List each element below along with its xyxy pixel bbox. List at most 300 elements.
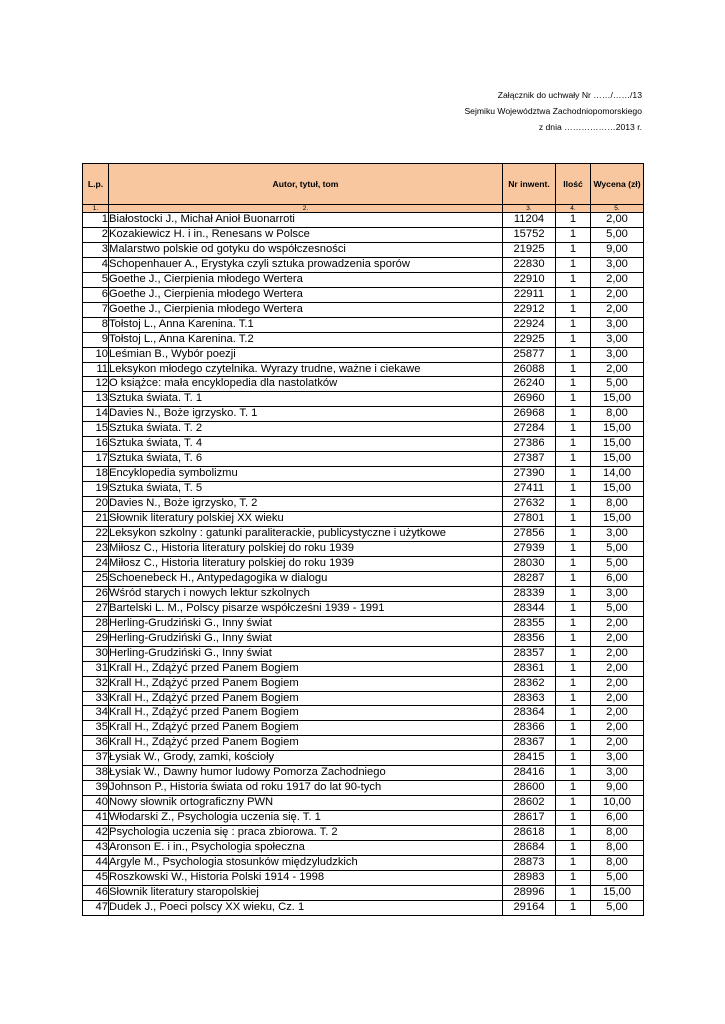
inventory-number: 28602 <box>503 796 556 811</box>
quantity: 1 <box>556 706 591 721</box>
table-body <box>83 213 644 916</box>
valuation: 15,00 <box>591 885 644 900</box>
inventory-number: 27632 <box>503 497 556 512</box>
valuation: 8,00 <box>591 497 644 512</box>
quantity: 1 <box>556 766 591 781</box>
valuation: 9,00 <box>591 781 644 796</box>
table-row <box>83 631 644 646</box>
table-row <box>83 661 644 676</box>
book-title: Słownik literatury staropolskiej <box>109 885 503 900</box>
table-row <box>83 900 644 915</box>
quantity: 1 <box>556 512 591 527</box>
book-title: Sztuka świata. T. 2 <box>109 422 503 437</box>
book-title: Herling-Grudziński G., Inny świat <box>109 616 503 631</box>
valuation: 6,00 <box>591 571 644 586</box>
quantity: 1 <box>556 616 591 631</box>
table-row <box>83 781 644 796</box>
valuation: 2,00 <box>591 706 644 721</box>
valuation: 2,00 <box>591 736 644 751</box>
quantity: 1 <box>556 407 591 422</box>
valuation: 9,00 <box>591 242 644 257</box>
table-row <box>83 885 644 900</box>
inventory-number: 28415 <box>503 751 556 766</box>
header-note-line-2: Sejmiku Województwa Zachodniopomorskiego <box>464 106 642 116</box>
table-row <box>83 497 644 512</box>
table-row <box>83 422 644 437</box>
row-number: 47 <box>83 900 109 915</box>
row-number: 33 <box>83 691 109 706</box>
book-title: Wśród starych i nowych lektur szkolnych <box>109 586 503 601</box>
book-title: Herling-Grudziński G., Inny świat <box>109 646 503 661</box>
inventory-number: 22924 <box>503 317 556 332</box>
row-number: 37 <box>83 751 109 766</box>
table-row <box>83 227 644 242</box>
table-row <box>83 437 644 452</box>
inventory-number: 25877 <box>503 347 556 362</box>
book-title: Nowy słownik ortograficzny PWN <box>109 796 503 811</box>
inventory-number: 28600 <box>503 781 556 796</box>
valuation: 2,00 <box>591 213 644 228</box>
valuation: 5,00 <box>591 601 644 616</box>
inventory-number: 28366 <box>503 721 556 736</box>
valuation: 3,00 <box>591 586 644 601</box>
quantity: 1 <box>556 482 591 497</box>
header-note-line-1: Załącznik do uchwały Nr ……/……/13 <box>497 90 642 100</box>
book-title: Leksykon szkolny : gatunki paraliterackie, publicystyczne i użytkowe <box>109 527 503 542</box>
book-title: Łysiak W., Grody, zamki, kościoły <box>109 751 503 766</box>
quantity: 1 <box>556 900 591 915</box>
valuation: 2,00 <box>591 721 644 736</box>
row-number: 10 <box>83 347 109 362</box>
row-number: 9 <box>83 332 109 347</box>
quantity: 1 <box>556 332 591 347</box>
table-row <box>83 676 644 691</box>
row-number: 36 <box>83 736 109 751</box>
quantity: 1 <box>556 571 591 586</box>
quantity: 1 <box>556 646 591 661</box>
table-row <box>83 556 644 571</box>
table-row <box>83 377 644 392</box>
row-number: 15 <box>83 422 109 437</box>
table-row <box>83 721 644 736</box>
row-number: 21 <box>83 512 109 527</box>
column-number: 2. <box>109 205 503 213</box>
table-row <box>83 586 644 601</box>
book-title: Krall H., Zdążyć przed Panem Bogiem <box>109 676 503 691</box>
inventory-number: 26960 <box>503 392 556 407</box>
book-title: Słownik literatury polskiej XX wieku <box>109 512 503 527</box>
row-number: 17 <box>83 452 109 467</box>
header-inventory-number: Nr inwent. <box>503 164 556 205</box>
row-number: 4 <box>83 257 109 272</box>
book-title: Goethe J., Cierpienia młodego Wertera <box>109 287 503 302</box>
row-number: 28 <box>83 616 109 631</box>
book-title: Łysiak W., Dawny humor ludowy Pomorza Zachodniego <box>109 766 503 781</box>
table-header-row <box>83 164 644 205</box>
quantity: 1 <box>556 631 591 646</box>
quantity: 1 <box>556 437 591 452</box>
valuation: 8,00 <box>591 826 644 841</box>
header-quantity: Ilość <box>556 164 591 205</box>
table-row <box>83 287 644 302</box>
table-row <box>83 527 644 542</box>
inventory-number: 28617 <box>503 811 556 826</box>
inventory-number: 27386 <box>503 437 556 452</box>
book-title: Schopenhauer A., Erystyka czyli sztuka prowadzenia sporów <box>109 257 503 272</box>
table-row <box>83 571 644 586</box>
book-title: Leksykon młodego czytelnika. Wyrazy trudne, ważne i ciekawe <box>109 362 503 377</box>
book-title: Krall H., Zdążyć przed Panem Bogiem <box>109 721 503 736</box>
quantity: 1 <box>556 811 591 826</box>
table-row <box>83 512 644 527</box>
row-number: 11 <box>83 362 109 377</box>
quantity: 1 <box>556 527 591 542</box>
quantity: 1 <box>556 736 591 751</box>
inventory-number: 28355 <box>503 616 556 631</box>
table-row <box>83 826 644 841</box>
row-number: 32 <box>83 676 109 691</box>
row-number: 22 <box>83 527 109 542</box>
valuation: 2,00 <box>591 676 644 691</box>
book-title: Encyklopedia symbolizmu <box>109 467 503 482</box>
table-row <box>83 811 644 826</box>
table-row <box>83 646 644 661</box>
quantity: 1 <box>556 855 591 870</box>
inventory-number: 15752 <box>503 227 556 242</box>
inventory-number: 21925 <box>503 242 556 257</box>
row-number: 16 <box>83 437 109 452</box>
inventory-number: 28873 <box>503 855 556 870</box>
quantity: 1 <box>556 213 591 228</box>
valuation: 15,00 <box>591 512 644 527</box>
inventory-number: 27387 <box>503 452 556 467</box>
column-number: 3. <box>503 205 556 213</box>
inventory-number: 27390 <box>503 467 556 482</box>
book-title: Tołstoj L., Anna Karenina. T.1 <box>109 317 503 332</box>
inventory-number: 28357 <box>503 646 556 661</box>
table-row <box>83 302 644 317</box>
inventory-number: 27801 <box>503 512 556 527</box>
book-title: Davies N., Boże igrzysko. T. 1 <box>109 407 503 422</box>
inventory-number: 28356 <box>503 631 556 646</box>
valuation: 2,00 <box>591 272 644 287</box>
inventory-number: 28367 <box>503 736 556 751</box>
row-number: 31 <box>83 661 109 676</box>
row-number: 13 <box>83 392 109 407</box>
valuation: 10,00 <box>591 796 644 811</box>
row-number: 23 <box>83 541 109 556</box>
table-row <box>83 796 644 811</box>
table-row <box>83 332 644 347</box>
valuation: 5,00 <box>591 900 644 915</box>
valuation: 3,00 <box>591 317 644 332</box>
quantity: 1 <box>556 317 591 332</box>
inventory-number: 28364 <box>503 706 556 721</box>
valuation: 2,00 <box>591 631 644 646</box>
quantity: 1 <box>556 751 591 766</box>
book-title: Sztuka świata, T. 5 <box>109 482 503 497</box>
quantity: 1 <box>556 392 591 407</box>
book-title: Sztuka świata, T. 6 <box>109 452 503 467</box>
book-title: Bartelski L. M., Polscy pisarze współcześni 1939 - 1991 <box>109 601 503 616</box>
quantity: 1 <box>556 362 591 377</box>
row-number: 35 <box>83 721 109 736</box>
quantity: 1 <box>556 826 591 841</box>
valuation: 2,00 <box>591 646 644 661</box>
row-number: 3 <box>83 242 109 257</box>
quantity: 1 <box>556 257 591 272</box>
row-number: 41 <box>83 811 109 826</box>
quantity: 1 <box>556 272 591 287</box>
valuation: 3,00 <box>591 751 644 766</box>
column-number: 1. <box>83 205 109 213</box>
row-number: 42 <box>83 826 109 841</box>
row-number: 7 <box>83 302 109 317</box>
row-number: 43 <box>83 841 109 856</box>
book-title: Aronson E. i in., Psychologia społeczna <box>109 841 503 856</box>
inventory-number: 27284 <box>503 422 556 437</box>
quantity: 1 <box>556 870 591 885</box>
row-number: 19 <box>83 482 109 497</box>
table-row <box>83 691 644 706</box>
valuation: 8,00 <box>591 407 644 422</box>
book-title: Sztuka świata. T. 1 <box>109 392 503 407</box>
row-number: 5 <box>83 272 109 287</box>
quantity: 1 <box>556 781 591 796</box>
row-number: 34 <box>83 706 109 721</box>
valuation: 2,00 <box>591 302 644 317</box>
valuation: 2,00 <box>591 616 644 631</box>
row-number: 40 <box>83 796 109 811</box>
quantity: 1 <box>556 885 591 900</box>
book-title: Johnson P., Historia świata od roku 1917 do lat 90-tych <box>109 781 503 796</box>
valuation: 5,00 <box>591 870 644 885</box>
quantity: 1 <box>556 227 591 242</box>
book-title: Krall H., Zdążyć przed Panem Bogiem <box>109 736 503 751</box>
valuation: 5,00 <box>591 227 644 242</box>
book-title: Roszkowski W., Historia Polski 1914 - 1998 <box>109 870 503 885</box>
row-number: 30 <box>83 646 109 661</box>
book-title: Psychologia uczenia się : praca zbiorowa. T. 2 <box>109 826 503 841</box>
valuation: 5,00 <box>591 541 644 556</box>
table-row <box>83 616 644 631</box>
valuation: 8,00 <box>591 841 644 856</box>
header-lp: L.p. <box>83 164 109 205</box>
book-title: Herling-Grudziński G., Inny świat <box>109 631 503 646</box>
table-row <box>83 766 644 781</box>
table-row <box>83 347 644 362</box>
row-number: 18 <box>83 467 109 482</box>
valuation: 15,00 <box>591 392 644 407</box>
valuation: 15,00 <box>591 437 644 452</box>
quantity: 1 <box>556 242 591 257</box>
row-number: 6 <box>83 287 109 302</box>
header-note <box>400 87 642 135</box>
valuation: 2,00 <box>591 362 644 377</box>
quantity: 1 <box>556 661 591 676</box>
book-title: Włodarski Z., Psychologia uczenia się. T. 1 <box>109 811 503 826</box>
inventory-number: 27939 <box>503 541 556 556</box>
book-title: O książce: mała encyklopedia dla nastolatków <box>109 377 503 392</box>
quantity: 1 <box>556 721 591 736</box>
valuation: 3,00 <box>591 527 644 542</box>
valuation: 3,00 <box>591 332 644 347</box>
book-title: Kozakiewicz H. i in., Renesans w Polsce <box>109 227 503 242</box>
table-row <box>83 855 644 870</box>
table-row <box>83 482 644 497</box>
table-row <box>83 870 644 885</box>
row-number: 2 <box>83 227 109 242</box>
book-title: Sztuka świata, T. 4 <box>109 437 503 452</box>
row-number: 38 <box>83 766 109 781</box>
quantity: 1 <box>556 541 591 556</box>
inventory-number: 28983 <box>503 870 556 885</box>
quantity: 1 <box>556 422 591 437</box>
valuation: 6,00 <box>591 811 644 826</box>
book-title: Argyle M., Psychologia stosunków międzyludzkich <box>109 855 503 870</box>
header-title: Autor, tytuł, tom <box>109 164 503 205</box>
book-title: Tołstoj L., Anna Karenina. T.2 <box>109 332 503 347</box>
inventory-number: 28416 <box>503 766 556 781</box>
inventory-number: 22925 <box>503 332 556 347</box>
table-row <box>83 213 644 228</box>
table-row <box>83 272 644 287</box>
inventory-number: 28287 <box>503 571 556 586</box>
inventory-number: 28339 <box>503 586 556 601</box>
valuation: 3,00 <box>591 257 644 272</box>
row-number: 25 <box>83 571 109 586</box>
row-number: 12 <box>83 377 109 392</box>
book-title: Leśmian B., Wybór poezji <box>109 347 503 362</box>
book-title: Goethe J., Cierpienia młodego Wertera <box>109 302 503 317</box>
inventory-number: 22912 <box>503 302 556 317</box>
row-number: 14 <box>83 407 109 422</box>
valuation: 5,00 <box>591 556 644 571</box>
table-row <box>83 362 644 377</box>
row-number: 27 <box>83 601 109 616</box>
table-row <box>83 452 644 467</box>
valuation: 8,00 <box>591 855 644 870</box>
inventory-number: 26968 <box>503 407 556 422</box>
row-number: 20 <box>83 497 109 512</box>
quantity: 1 <box>556 601 591 616</box>
book-title: Malarstwo polskie od gotyku do współczesności <box>109 242 503 257</box>
quantity: 1 <box>556 497 591 512</box>
quantity: 1 <box>556 691 591 706</box>
table-row <box>83 467 644 482</box>
book-title: Krall H., Zdążyć przed Panem Bogiem <box>109 691 503 706</box>
table-row <box>83 242 644 257</box>
valuation: 3,00 <box>591 766 644 781</box>
inventory-number: 27411 <box>503 482 556 497</box>
table-row <box>83 841 644 856</box>
book-title: Goethe J., Cierpienia młodego Wertera <box>109 272 503 287</box>
row-number: 45 <box>83 870 109 885</box>
inventory-number: 22911 <box>503 287 556 302</box>
row-number: 8 <box>83 317 109 332</box>
book-title: Krall H., Zdążyć przed Panem Bogiem <box>109 706 503 721</box>
book-table <box>82 163 644 916</box>
inventory-number: 28030 <box>503 556 556 571</box>
table-row <box>83 257 644 272</box>
quantity: 1 <box>556 287 591 302</box>
book-title: Miłosz C., Historia literatury polskiej do roku 1939 <box>109 541 503 556</box>
inventory-number: 28996 <box>503 885 556 900</box>
valuation: 15,00 <box>591 482 644 497</box>
inventory-number: 28618 <box>503 826 556 841</box>
table-row <box>83 751 644 766</box>
quantity: 1 <box>556 586 591 601</box>
quantity: 1 <box>556 377 591 392</box>
row-number: 39 <box>83 781 109 796</box>
quantity: 1 <box>556 452 591 467</box>
table-row <box>83 541 644 556</box>
row-number: 1 <box>83 213 109 228</box>
inventory-number: 26088 <box>503 362 556 377</box>
inventory-number: 22830 <box>503 257 556 272</box>
inventory-number: 28363 <box>503 691 556 706</box>
valuation: 2,00 <box>591 691 644 706</box>
table-row <box>83 706 644 721</box>
column-number: 4. <box>556 205 591 213</box>
valuation: 3,00 <box>591 347 644 362</box>
column-number-row <box>83 205 644 213</box>
table-row <box>83 601 644 616</box>
table-row <box>83 736 644 751</box>
book-title: Dudek J., Poeci polscy XX wieku, Cz. 1 <box>109 900 503 915</box>
inventory-number: 28362 <box>503 676 556 691</box>
quantity: 1 <box>556 556 591 571</box>
book-title: Miłosz C., Historia literatury polskiej do roku 1939 <box>109 556 503 571</box>
quantity: 1 <box>556 676 591 691</box>
inventory-number: 11204 <box>503 213 556 228</box>
quantity: 1 <box>556 796 591 811</box>
book-title: Krall H., Zdążyć przed Panem Bogiem <box>109 661 503 676</box>
book-title: Davies N., Boże igrzysko, T. 2 <box>109 497 503 512</box>
table-row <box>83 392 644 407</box>
table-row <box>83 407 644 422</box>
header-valuation: Wycena (zł) <box>591 164 644 205</box>
header-note-line-3: z dnia ………………2013 r. <box>538 122 642 132</box>
valuation: 2,00 <box>591 661 644 676</box>
inventory-number: 26240 <box>503 377 556 392</box>
inventory-number: 28361 <box>503 661 556 676</box>
row-number: 26 <box>83 586 109 601</box>
book-title: Białostocki J., Michał Anioł Buonarroti <box>109 213 503 228</box>
quantity: 1 <box>556 841 591 856</box>
valuation: 14,00 <box>591 467 644 482</box>
inventory-number: 29164 <box>503 900 556 915</box>
valuation: 5,00 <box>591 377 644 392</box>
table-row <box>83 317 644 332</box>
quantity: 1 <box>556 347 591 362</box>
inventory-number: 28684 <box>503 841 556 856</box>
inventory-number: 27856 <box>503 527 556 542</box>
inventory-number: 28344 <box>503 601 556 616</box>
valuation: 15,00 <box>591 452 644 467</box>
book-title: Schoenebeck H., Antypedagogika w dialogu <box>109 571 503 586</box>
inventory-number: 22910 <box>503 272 556 287</box>
valuation: 15,00 <box>591 422 644 437</box>
row-number: 24 <box>83 556 109 571</box>
quantity: 1 <box>556 467 591 482</box>
row-number: 44 <box>83 855 109 870</box>
valuation: 2,00 <box>591 287 644 302</box>
quantity: 1 <box>556 302 591 317</box>
column-number: 5. <box>591 205 644 213</box>
row-number: 29 <box>83 631 109 646</box>
row-number: 46 <box>83 885 109 900</box>
